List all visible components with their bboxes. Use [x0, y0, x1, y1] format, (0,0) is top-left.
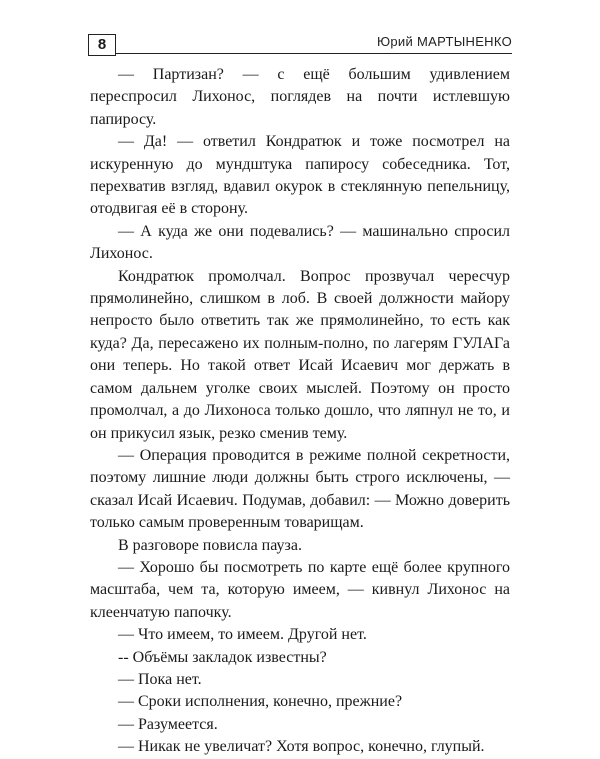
- paragraph: Кондратюк промолчал. Вопрос прозвучал чересчур прямолинейно, слишком в лоб. В своей должности майору непросто было ответить так же прямолинейно, то есть как куда? Да, пересажено их полным-полно, по лагерям ГУЛАГа они теперь. Но такой ответ Исай Исаевич мог держать в самом дальнем уголке своих мыслей. Поэтому он просто промолчал, а до Лихоноса только дошло, что ляпнул не то, и он прикусил язык, резко сменив тему.: [90, 267, 510, 442]
- text-body: [90, 64, 510, 759]
- header-rule: [116, 53, 512, 54]
- paragraph: — А куда же они подевались? — машинально спросил Лихонос.: [90, 222, 510, 263]
- paragraph: -- Объёмы закладок известны?: [118, 648, 327, 666]
- paragraph: — Хорошо бы посмотреть по карте ещё более крупного масштаба, чем та, которую имеем, — кивнул Лихонос на клеенчатую папочку.: [90, 558, 510, 621]
- paragraph: — Партизан? — с ещё большим удивлением переспросил Лихонос, поглядев на почти истлевшую папиросу.: [90, 66, 510, 128]
- paragraph: — Никак не увеличат? Хотя вопрос, конечно, глупый.: [118, 738, 485, 756]
- author-name: Юрий МАРТЫНЕНКО: [376, 34, 512, 49]
- paragraph: — Что имеем, то имеем. Другой нет.: [118, 626, 367, 644]
- paragraph: — Операция проводится в режиме полной секретности, поэтому лишние люди должны быть строго исключены, — сказал Исай Исаевич. Подумав, добавил: — Можно доверить только самым проверенным товарищам.: [90, 446, 510, 532]
- page-number: 8: [88, 34, 116, 56]
- paragraph: В разговоре повисла пауза.: [118, 536, 302, 554]
- running-header: [88, 20, 512, 60]
- paragraph: — Сроки исполнения, конечно, прежние?: [118, 693, 403, 711]
- paragraph: — Пока нет.: [118, 670, 202, 688]
- paragraph: — Да! — ответил Кондратюк и тоже посмотрел на искуренную до мундштука папиросу собеседника. Тот, перехватив взгляд, вдавил окурок в стеклянную пепельницу, отодвигая её в сторону.: [90, 133, 510, 218]
- paragraph: — Разумеется.: [118, 715, 218, 733]
